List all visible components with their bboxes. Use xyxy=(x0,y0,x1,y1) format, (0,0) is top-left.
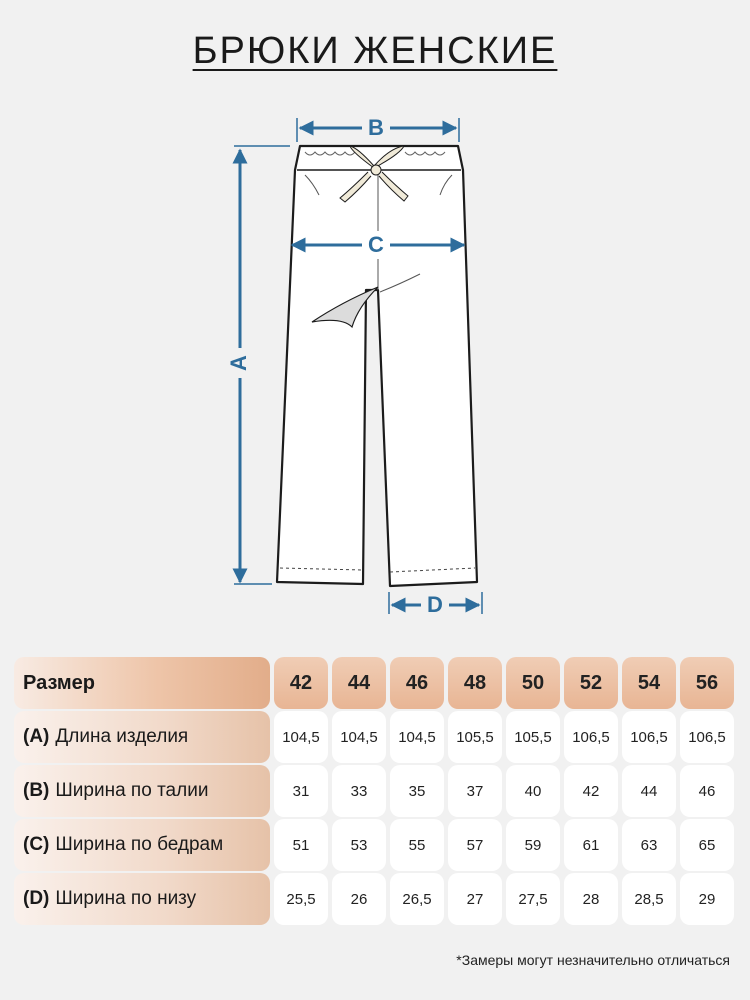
table-cell: 63 xyxy=(622,819,676,871)
table-row xyxy=(14,873,738,925)
table-cell: 29 xyxy=(680,873,734,925)
table-cell: 55 xyxy=(390,819,444,871)
table-cell: 105,5 xyxy=(506,711,560,763)
table-row xyxy=(14,765,738,817)
table-cell: 25,5 xyxy=(274,873,328,925)
size-header-cell: 56 xyxy=(680,657,734,709)
row-code: (B) xyxy=(23,780,50,801)
size-header-cell: 54 xyxy=(622,657,676,709)
pants-outline xyxy=(277,146,477,586)
size-header-cell: 50 xyxy=(506,657,560,709)
table-cell: 28,5 xyxy=(622,873,676,925)
row-name: Ширина по низу xyxy=(55,888,197,909)
row-name: Ширина по бедрам xyxy=(55,834,224,855)
row-name: Ширина по талии xyxy=(55,780,209,801)
label-d: D xyxy=(427,591,443,617)
table-cell: 51 xyxy=(274,819,328,871)
table-row xyxy=(14,711,738,763)
table-cell: 26 xyxy=(332,873,386,925)
size-header-cell: 52 xyxy=(564,657,618,709)
table-cell: 65 xyxy=(680,819,734,871)
arrow-b xyxy=(297,114,459,142)
table-row xyxy=(14,819,738,871)
row-code: (D) xyxy=(23,888,50,909)
arrow-d xyxy=(389,591,482,619)
table-cell: 53 xyxy=(332,819,386,871)
size-header-cell: 44 xyxy=(332,657,386,709)
row-label xyxy=(14,819,270,871)
table-cell: 33 xyxy=(332,765,386,817)
size-header-label: Размер xyxy=(14,657,270,709)
table-cell: 44 xyxy=(622,765,676,817)
table-cell: 105,5 xyxy=(448,711,502,763)
table-cell: 106,5 xyxy=(680,711,734,763)
label-a: A xyxy=(225,355,251,371)
table-cell: 27 xyxy=(448,873,502,925)
table-cell: 106,5 xyxy=(622,711,676,763)
table-cell: 104,5 xyxy=(274,711,328,763)
table-cell: 28 xyxy=(564,873,618,925)
table-cell: 42 xyxy=(564,765,618,817)
table-cell: 59 xyxy=(506,819,560,871)
table-cell: 31 xyxy=(274,765,328,817)
size-header-cell: 46 xyxy=(390,657,444,709)
size-header-cell: 48 xyxy=(448,657,502,709)
row-code: (C) xyxy=(23,834,50,855)
table-cell: 40 xyxy=(506,765,560,817)
label-b: B xyxy=(368,114,384,140)
table-cell: 106,5 xyxy=(564,711,618,763)
table-cell: 104,5 xyxy=(332,711,386,763)
row-code: (A) xyxy=(23,726,50,747)
row-label xyxy=(14,873,270,925)
table-cell: 26,5 xyxy=(390,873,444,925)
table-cell: 37 xyxy=(448,765,502,817)
row-label xyxy=(14,711,270,763)
size-table xyxy=(14,657,738,927)
table-cell: 27,5 xyxy=(506,873,560,925)
table-header-row xyxy=(14,657,738,709)
row-name: Длина изделия xyxy=(55,726,189,747)
table-cell: 104,5 xyxy=(390,711,444,763)
label-c: C xyxy=(368,231,384,257)
page-title: БРЮКИ ЖЕНСКИЕ xyxy=(192,30,558,72)
table-cell: 35 xyxy=(390,765,444,817)
size-header-cell: 42 xyxy=(274,657,328,709)
table-cell: 57 xyxy=(448,819,502,871)
row-label xyxy=(14,765,270,817)
measurement-note: *Замеры могут незначительно отличаться xyxy=(456,952,730,968)
table-cell: 46 xyxy=(680,765,734,817)
table-cell: 61 xyxy=(564,819,618,871)
